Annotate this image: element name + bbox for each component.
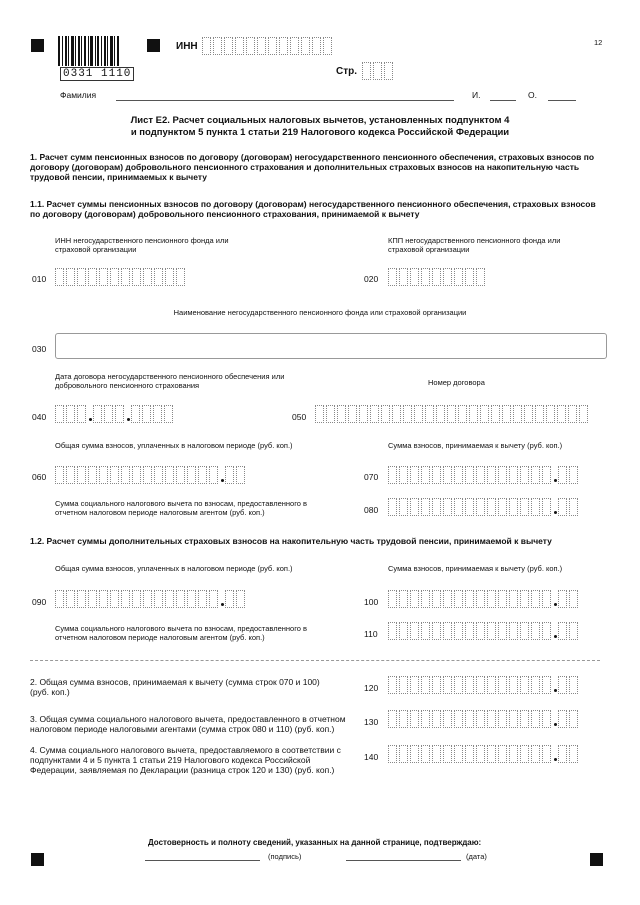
section1-heading: 1. Расчет сумм пенсионных взносов по договору (договорам) негосударственного пенсионного обеспечения, страховых взносов по договору (договорам) добровольного пенсионного страхования и дополнительных страховых взносов на накопительную часть трудовой пенсии, принимаемых к вычету xyxy=(30,152,595,182)
signature-field[interactable] xyxy=(145,860,260,861)
section12-heading: 1.2. Расчет суммы дополнительных страховых взносов на накопительную часть трудовой пенсии, принимаемой к вычету xyxy=(30,536,552,546)
code-030: 030 xyxy=(32,344,47,354)
surname-label: Фамилия xyxy=(60,90,97,100)
inn-label: ИНН xyxy=(176,41,198,52)
field-100[interactable] xyxy=(388,590,580,608)
initial-o-field[interactable] xyxy=(548,100,576,101)
corner-marker-bottom-left xyxy=(31,853,44,866)
corner-marker-top-middle xyxy=(147,39,160,52)
code-110: 110 xyxy=(364,629,378,639)
field-050[interactable] xyxy=(315,405,590,423)
fund-name-label: Наименование негосударственного пенсионного фонда или страховой организации xyxy=(173,308,467,317)
contract-number-label: Номер договора xyxy=(428,378,485,387)
field-120[interactable] xyxy=(388,676,580,694)
corner-marker-top-left xyxy=(31,39,44,52)
code-020: 020 xyxy=(364,274,379,284)
page-field[interactable] xyxy=(362,62,395,80)
code-100: 100 xyxy=(364,597,379,607)
field-110[interactable] xyxy=(388,622,580,640)
barcode xyxy=(58,36,136,66)
agent-label-11: Сумма социального налогового вычета по взносам, предоставленного в отчетном налоговом периоде налоговым агентом (руб. коп.) xyxy=(55,499,308,517)
inn-field[interactable] xyxy=(202,37,334,55)
accepted-label-12: Сумма взносов, принимаемая к вычету (руб. коп.) xyxy=(388,564,563,573)
surname-field[interactable] xyxy=(116,100,454,101)
signature-label: (подпись) xyxy=(268,852,302,861)
field-030[interactable] xyxy=(55,333,607,359)
field-040[interactable] xyxy=(55,405,175,423)
confirm-text: Достоверность и полноту сведений, указанных на данной странице, подтверждаю: xyxy=(148,838,482,847)
code-120: 120 xyxy=(364,683,379,693)
field-140[interactable] xyxy=(388,745,580,763)
initial-i-field[interactable] xyxy=(490,100,516,101)
sheet-title-line2: и подпунктом 5 пункта 1 статьи 219 Налогового кодекса Российской Федерации xyxy=(130,127,510,138)
page-label: Стр. xyxy=(336,66,358,77)
field-020[interactable] xyxy=(388,268,487,286)
barcode-number: 0331 1110 xyxy=(60,67,134,81)
section11-heading: 1.1. Расчет суммы пенсионных взносов по договору (договорам) негосударственного пенсионного обеспечения, страховых взносов по договору (договорам) добровольного пенсионного страхования, принимаемой к вычету xyxy=(30,199,596,219)
total-paid-label-12: Общая сумма взносов, уплаченных в налоговом периоде (руб. коп.) xyxy=(55,564,293,573)
field-060[interactable] xyxy=(55,466,247,484)
fund-kpp-label: КПП негосударственного пенсионного фонда или страховой организации xyxy=(388,236,561,254)
section3-text: 3. Общая сумма социального налогового вычета, предоставленного в отчетном налоговом периоде налоговыми агентами (сумма строк 080 и 110) (руб. коп.) xyxy=(30,714,346,734)
initial-o-label: О. xyxy=(528,90,537,100)
field-090[interactable] xyxy=(55,590,247,608)
section2-text: 2. Общая сумма взносов, принимаемая к вычету (сумма строк 070 и 100) (руб. коп.) xyxy=(30,677,320,697)
section4-text: 4. Сумма социального налогового вычета, предоставляемого в соответствии с подпунктами 4 и 5 пункта 1 статьи 219 Налогового кодекса Российской Федерации, заявляемая по Декларации (разница строк 120 и 130) (руб. коп.) xyxy=(30,745,341,775)
code-090: 090 xyxy=(32,597,47,607)
contract-date-label: Дата договора негосударственного пенсионного обеспечения или добровольного пенсионного страхования xyxy=(55,372,285,390)
code-140: 140 xyxy=(364,752,379,762)
fund-inn-label: ИНН негосударственного пенсионного фонда или страховой организации xyxy=(55,236,229,254)
code-070: 070 xyxy=(364,472,379,482)
sheet-title-line1: Лист Е2. Расчет социальных налоговых вычетов, установленных подпунктом 4 xyxy=(130,115,510,126)
code-010: 010 xyxy=(32,274,47,284)
accepted-label-11: Сумма взносов, принимаемая к вычету (руб. коп.) xyxy=(388,441,563,450)
code-060: 060 xyxy=(32,472,47,482)
corner-marker-bottom-right xyxy=(590,853,603,866)
field-080[interactable] xyxy=(388,498,580,516)
code-040: 040 xyxy=(32,412,47,422)
total-paid-label-11: Общая сумма взносов, уплаченных в налоговом периоде (руб. коп.) xyxy=(55,441,293,450)
code-130: 130 xyxy=(364,717,379,727)
code-080: 080 xyxy=(364,505,379,515)
initial-i-label: И. xyxy=(472,90,481,100)
code-050: 050 xyxy=(292,412,307,422)
page-number: 12 xyxy=(594,38,603,47)
field-010[interactable] xyxy=(55,268,187,286)
section-separator xyxy=(30,660,600,661)
agent-label-12: Сумма социального налогового вычета по взносам, предоставленного в отчетном налоговом периоде налоговым агентом (руб. коп.) xyxy=(55,624,308,642)
field-130[interactable] xyxy=(388,710,580,728)
field-070[interactable] xyxy=(388,466,580,484)
date-field[interactable] xyxy=(346,860,461,861)
date-label: (дата) xyxy=(466,852,487,861)
sheet-title xyxy=(60,115,580,139)
